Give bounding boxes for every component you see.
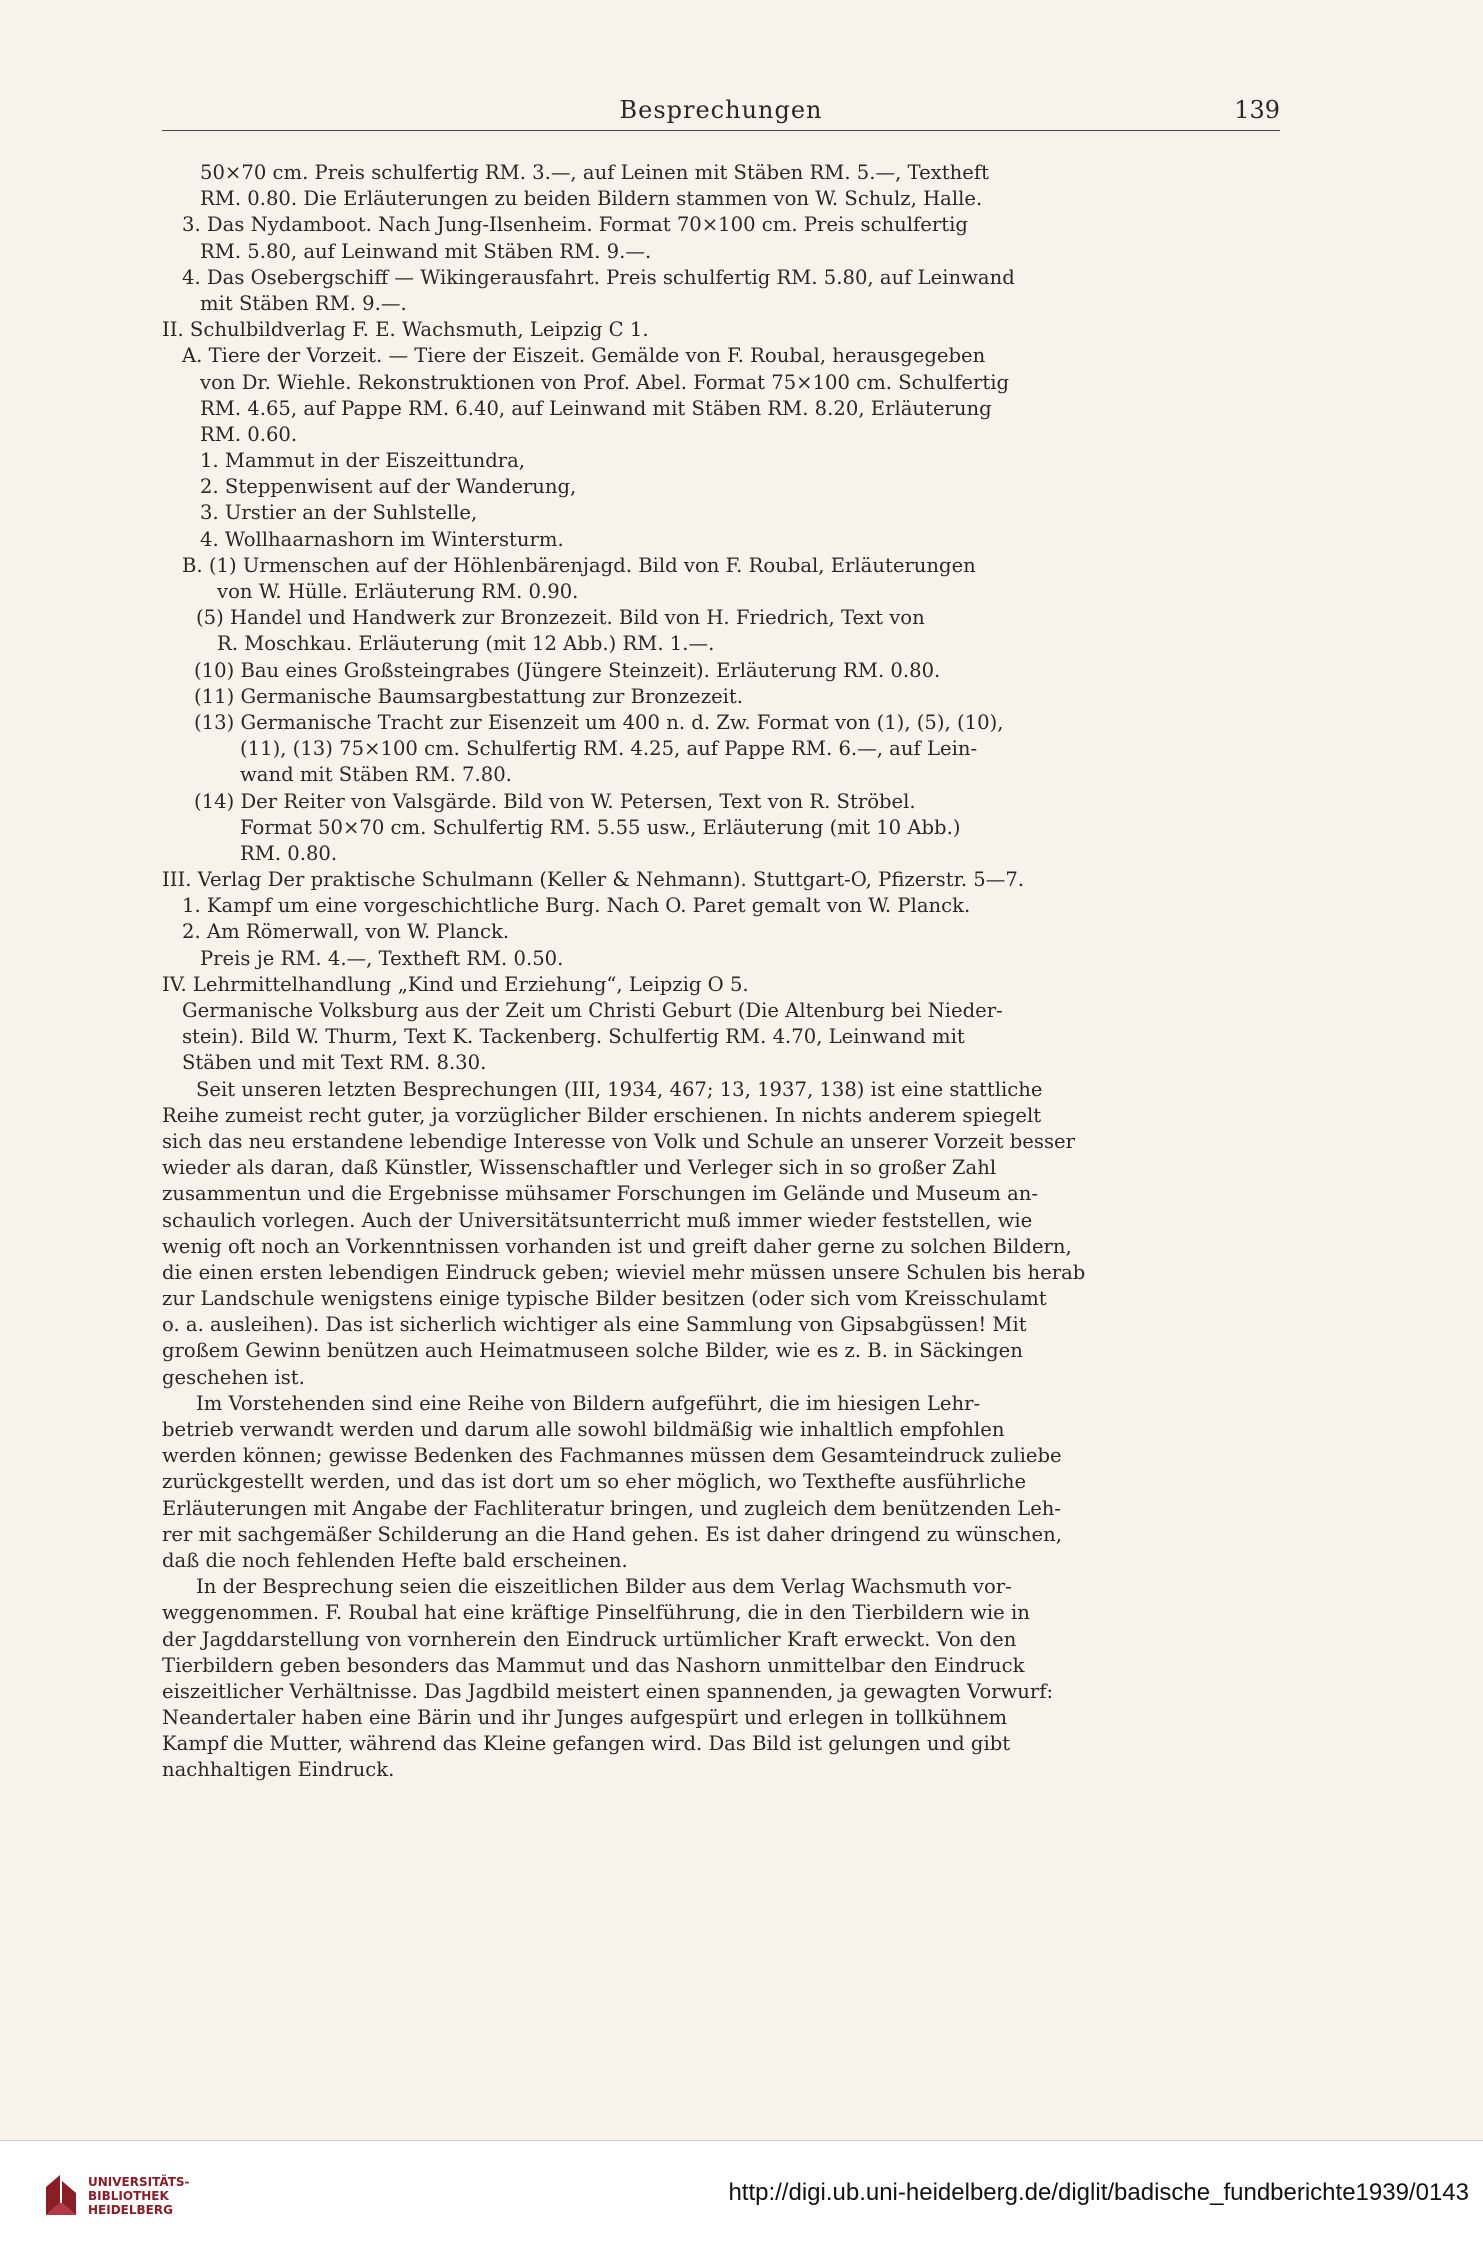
library-name-line: HEIDELBERG [88, 2203, 173, 2217]
text-line: Im Vorstehenden sind eine Reihe von Bildern aufgeführt, die im hiesigen Lehr- [196, 1391, 981, 1415]
text-line: II. Schulbildverlag F. E. Wachsmuth, Leipzig C 1. [162, 318, 649, 342]
library-name [88, 2175, 228, 2217]
text-line: Seit unseren letzten Besprechungen (III, 1934, 467; 13, 1937, 138) ist eine stattliche [196, 1077, 1043, 1101]
text-line: Preis je RM. 4.—, Textheft RM. 0.50. [200, 946, 564, 970]
text-line: Format 50×70 cm. Schulfertig RM. 5.55 usw., Erläuterung (mit 10 Abb.) [240, 815, 961, 839]
text-line: o. a. ausleihen). Das ist sicherlich wichtiger als eine Sammlung von Gipsabgüssen! Mit [162, 1313, 1027, 1337]
text-line: wieder als daran, daß Künstler, Wissenschaftler und Verleger sich in so großer Zahl [162, 1156, 997, 1180]
text-line: sich das neu erstandene lebendige Interesse von Volk und Schule an unserer Vorzeit besser [162, 1129, 1075, 1153]
text-line: A. Tiere der Vorzeit. — Tiere der Eiszeit. Gemälde von F. Roubal, herausgegeben [182, 344, 986, 368]
text-line: großem Gewinn benützen auch Heimatmuseen solche Bilder, wie es z. B. in Säckingen [162, 1339, 1023, 1363]
text-line: (13) Germanische Tracht zur Eisenzeit um 400 n. d. Zw. Format von (1), (5), (10), [194, 710, 1004, 734]
text-line: IV. Lehrmittelhandlung „Kind und Erziehung“, Leipzig O 5. [162, 972, 749, 996]
permalink-url[interactable]: http://digi.ub.uni-heidelberg.de/diglit/badische_fundberichte1939/0143 [728, 2179, 1469, 2206]
text-line: Tierbildern geben besonders das Mammut und das Nashorn unmittelbar den Eindruck [162, 1653, 1025, 1677]
text-line: (14) Der Reiter von Valsgärde. Bild von W. Petersen, Text von R. Ströbel. [194, 789, 916, 813]
viewer-footer [0, 2140, 1483, 2246]
text-line: stein). Bild W. Thurm, Text K. Tackenberg. Schulfertig RM. 4.70, Leinwand mit [182, 1025, 965, 1049]
text-line: Kampf die Mutter, während das Kleine gefangen wird. Das Bild ist gelungen und gibt [162, 1732, 1011, 1756]
text-line: 4. Das Osebergschiff — Wikingerausfahrt. Preis schulfertig RM. 5.80, auf Leinwand [182, 265, 1015, 289]
text-line: eiszeitlicher Verhältnisse. Das Jagdbild meistert einen spannenden, ja gewagten Vorwurf: [162, 1679, 1054, 1703]
page-number: 139 [1234, 96, 1280, 124]
text-line: RM. 0.80. [240, 841, 338, 865]
text-line: (10) Bau eines Großsteingrabes (Jüngere Steinzeit). Erläuterung RM. 0.80. [194, 658, 941, 682]
text-line: 3. Das Nydamboot. Nach Jung-Ilsenheim. Format 70×100 cm. Preis schulfertig [182, 213, 968, 237]
text-line: (11), (13) 75×100 cm. Schulfertig RM. 4.25, auf Pappe RM. 6.—, auf Lein- [240, 737, 978, 761]
text-line: In der Besprechung seien die eiszeitlichen Bilder aus dem Verlag Wachsmuth vor- [196, 1575, 1012, 1599]
text-line: schaulich vorlegen. Auch der Universitätsunterricht muß immer wieder feststellen, wie [162, 1208, 1033, 1232]
text-line: der Jagddarstellung von vornherein den Eindruck urtümlicher Kraft erweckt. Von den [162, 1627, 1017, 1651]
text-line: zurückgestellt werden, und das ist dort um so eher möglich, wo Texthefte ausführliche [162, 1470, 1027, 1494]
text-line: B. (1) Urmenschen auf der Höhlenbärenjagd. Bild von F. Roubal, Erläuterungen [182, 553, 976, 577]
text-line: Stäben und mit Text RM. 8.30. [182, 1051, 487, 1075]
text-line: die einen ersten lebendigen Eindruck geben; wieviel mehr müssen unsere Schulen bis herab [162, 1260, 1086, 1284]
text-line: 3. Urstier an der Suhlstelle, [200, 501, 478, 525]
text-line: RM. 4.65, auf Pappe RM. 6.40, auf Leinwand mit Stäben RM. 8.20, Erläuterung [200, 396, 992, 420]
library-name-line: BIBLIOTHEK [88, 2189, 169, 2203]
text-line: Germanische Volksburg aus der Zeit um Christi Geburt (Die Altenburg bei Nieder- [182, 999, 1003, 1022]
text-line: rer mit sachgemäßer Schilderung an die Hand gehen. Es ist daher dringend zu wünschen, [162, 1522, 1062, 1546]
running-title: Besprechungen [619, 96, 823, 124]
text-line: Reihe zumeist recht guter, ja vorzüglicher Bilder erschienen. In nichts anderem spiegelt [162, 1103, 1042, 1127]
text-line: Erläuterungen mit Angabe der Fachliteratur bringen, und zugleich dem benützenden Leh- [162, 1496, 1062, 1520]
text-line: 4. Wollhaarnashorn im Wintersturm. [200, 527, 564, 551]
university-library-logo-icon [44, 2173, 78, 2217]
text-line: (5) Handel und Handwerk zur Bronzezeit. Bild von H. Friedrich, Text von [196, 606, 925, 630]
text-line: wand mit Stäben RM. 7.80. [240, 763, 512, 787]
library-name-line: UNIVERSITÄTS- [88, 2175, 190, 2189]
text-line: weggenommen. F. Roubal hat eine kräftige Pinselführung, die in den Tierbildern wie in [162, 1601, 1030, 1625]
text-line: 2. Steppenwisent auf der Wanderung, [200, 475, 577, 499]
text-line: nachhaltigen Eindruck. [162, 1758, 395, 1782]
text-line: RM. 5.80, auf Leinwand mit Stäben RM. 9.—. [200, 239, 652, 263]
text-line: geschehen ist. [162, 1365, 305, 1389]
text-line: betrieb verwandt werden und darum alle sowohl bildmäßig wie inhaltlich empfohlen [162, 1418, 1005, 1441]
text-line: zusammentun und die Ergebnisse mühsamer Forschungen im Gelände und Museum an- [162, 1182, 1039, 1206]
text-line: 50×70 cm. Preis schulfertig RM. 3.—, auf Leinen mit Stäben RM. 5.—, Textheft [200, 161, 989, 184]
text-line: zur Landschule wenigstens einige typische Bilder besitzen (oder sich vom Kreisschulamt [162, 1287, 1047, 1311]
text-line: von Dr. Wiehle. Rekonstruktionen von Prof. Abel. Format 75×100 cm. Schulfertig [200, 370, 1010, 394]
running-head [162, 96, 1280, 131]
text-line: RM. 0.60. [200, 422, 298, 446]
text-line: wenig oft noch an Vorkenntnissen vorhanden ist und greift daher gerne zu solchen Bildern, [162, 1234, 1072, 1258]
text-line: (11) Germanische Baumsargbestattung zur Bronzezeit. [194, 684, 744, 708]
text-line: R. Moschkau. Erläuterung (mit 12 Abb.) RM. 1.—. [217, 632, 715, 656]
text-line: III. Verlag Der praktische Schulmann (Keller & Nehmann). Stuttgart-O, Pfizerstr. 5—7. [162, 868, 1025, 892]
text-line: 2. Am Römerwall, von W. Planck. [182, 920, 510, 944]
text-line: Neandertaler haben eine Bärin und ihr Junges aufgespürt und erlegen in tollkühnem [162, 1706, 1008, 1730]
body-text [162, 160, 1280, 1784]
text-line: RM. 0.80. Die Erläuterungen zu beiden Bildern stammen von W. Schulz, Halle. [200, 187, 983, 211]
text-line: von W. Hülle. Erläuterung RM. 0.90. [217, 580, 579, 603]
text-line: werden können; gewisse Bedenken des Fachmannes müssen dem Gesamteindruck zuliebe [162, 1444, 1062, 1468]
text-line: mit Stäben RM. 9.—. [200, 291, 407, 315]
text-line: 1. Kampf um eine vorgeschichtliche Burg. Nach O. Paret gemalt von W. Planck. [182, 894, 971, 918]
text-line: daß die noch fehlenden Hefte bald erscheinen. [162, 1548, 628, 1572]
text-line: 1. Mammut in der Eiszeittundra, [200, 449, 526, 473]
